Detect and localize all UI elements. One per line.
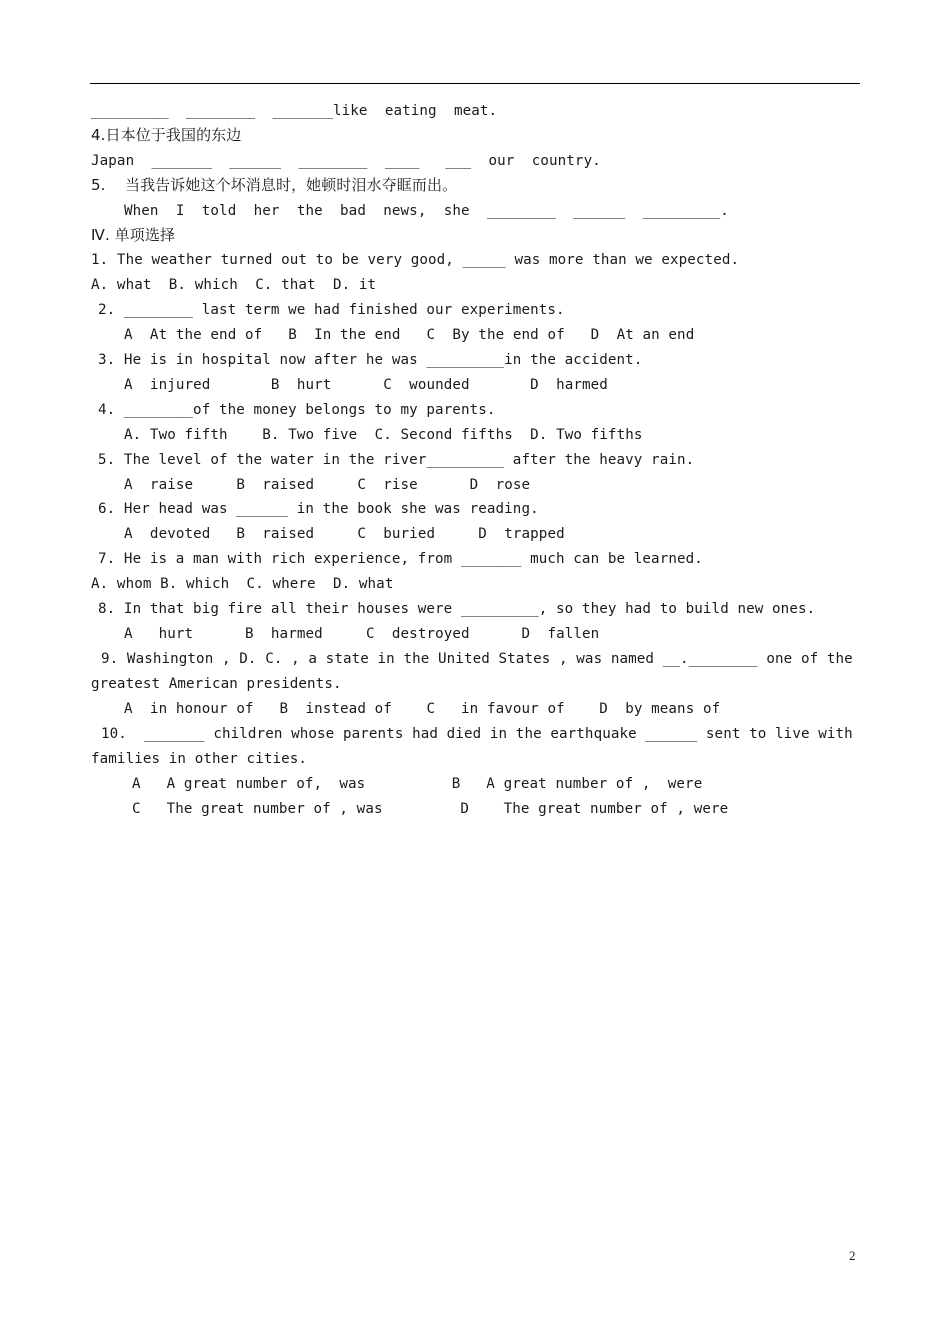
- section-heading: Ⅳ. 单项选择: [91, 226, 176, 244]
- question-options: A devoted B raised C buried D trapped: [124, 526, 565, 542]
- header-rule: [90, 83, 860, 84]
- question-1: 1. The weather turned out to be very good, _____ was more than we expected.: [91, 252, 740, 268]
- question-options: A A great number of, was B A great number of , were: [132, 776, 703, 792]
- question-options: A. whom B. which C. where D. what: [91, 576, 394, 592]
- question-10: 10. _______ children whose parents had died in the earthquake ______ sent to live with: [101, 726, 853, 742]
- text-line: 5. 当我告诉她这个坏消息时，她顿时泪水夺眶而出。: [91, 176, 458, 194]
- question-4: 4. ________of the money belongs to my parents.: [98, 402, 496, 418]
- question-options: A raise B raised C rise D rose: [124, 477, 531, 493]
- question-options: A. what B. which C. that D. it: [91, 277, 377, 293]
- question-options: A. Two fifth B. Two five C. Second fifths D. Two fifths: [124, 427, 643, 443]
- question-8: 8. In that big fire all their houses were _________, so they had to build new ones.: [98, 601, 816, 617]
- question-options: C The great number of , was D The great number of , were: [132, 801, 729, 817]
- question-options: A in honour of B instead of C in favour of D by means of: [124, 701, 721, 717]
- question-options: A hurt B harmed C destroyed D fallen: [124, 626, 600, 642]
- question-3: 3. He is in hospital now after he was _________in the accident.: [98, 352, 643, 368]
- question-10-continued: families in other cities.: [91, 751, 308, 767]
- question-6: 6. Her head was ______ in the book she was reading.: [98, 501, 539, 517]
- question-5: 5. The level of the water in the river_________ after the heavy rain.: [98, 452, 695, 468]
- question-options: A At the end of B In the end C By the end of D At an end: [124, 327, 695, 343]
- question-9-continued: greatest American presidents.: [91, 676, 342, 692]
- question-9: 9. Washington , D. C. , a state in the United States , was named __.________ one of the: [101, 651, 853, 667]
- page-number: 2: [849, 1248, 856, 1263]
- text-line: When I told her the bad news, she ________ ______ _________.: [124, 203, 729, 219]
- question-7: 7. He is a man with rich experience, from _______ much can be learned.: [98, 551, 703, 567]
- text-line: 4.日本位于我国的东边: [91, 126, 242, 144]
- text-line: _________ ________ _______like eating meat.: [91, 103, 498, 119]
- question-options: A injured B hurt C wounded D harmed: [124, 377, 608, 393]
- text-line: Japan _______ ______ ________ ____ ___ our country.: [91, 153, 601, 169]
- question-2: 2. ________ last term we had finished our experiments.: [98, 302, 565, 318]
